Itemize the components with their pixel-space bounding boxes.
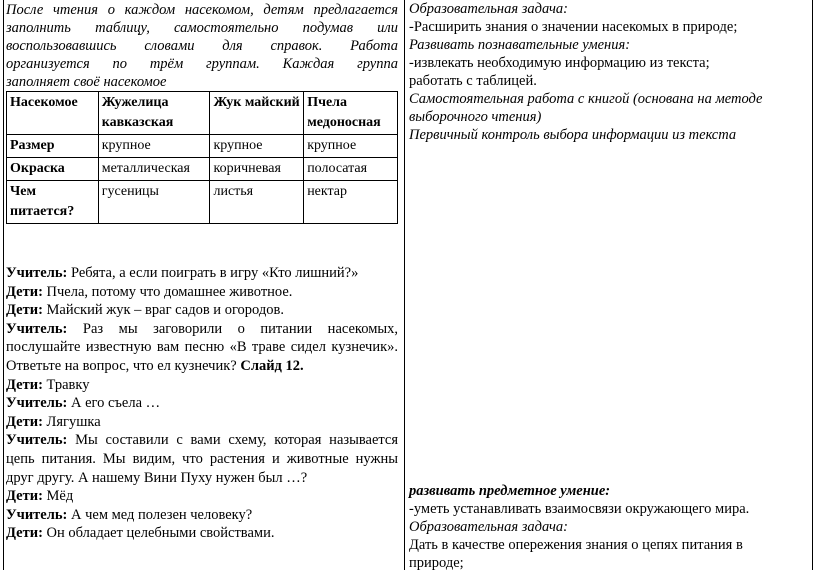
- speaker: Дети:: [6, 488, 43, 505]
- table-cell: крупное: [304, 135, 398, 158]
- table-row: [7, 158, 398, 181]
- speaker: Дети:: [6, 376, 43, 393]
- speaker: Учитель:: [6, 320, 68, 337]
- method-text: выборочного чтения): [409, 109, 542, 125]
- table-header-cell: Жужелица кавказская: [98, 92, 210, 135]
- table-row: [7, 181, 398, 224]
- dialog-line: [6, 431, 398, 487]
- left-border: [3, 0, 4, 570]
- table-cell: полосатая: [304, 158, 398, 181]
- utterance: Он обладает целебными свойствами.: [42, 525, 275, 542]
- speaker: Учитель:: [6, 432, 68, 449]
- dialog-line: [6, 283, 398, 302]
- speaker: Дети:: [6, 525, 43, 542]
- table-header-cell: Пчела медоносная: [304, 92, 398, 135]
- speaker: Дети:: [6, 413, 43, 430]
- dialog-line: [6, 524, 398, 543]
- table-cell: крупное: [98, 135, 210, 158]
- utterance: Мы составили с вами схему, которая называется цепь питания. Мы видим, что растения и животные нужны друг другу. А нашему Вини Пуху нужен был …?: [6, 432, 398, 486]
- dialog-line: [6, 487, 398, 506]
- table-row: [7, 135, 398, 158]
- slide-reference: Слайд 12.: [240, 357, 304, 374]
- utterance: Пчела, потому что домашнее животное.: [42, 283, 293, 300]
- dialog-line: [6, 264, 398, 283]
- lesson-dialog: [6, 264, 398, 543]
- utterance: А его съела …: [67, 395, 161, 412]
- right-column-bottom: [409, 482, 809, 572]
- table-header-row: [7, 92, 398, 135]
- left-column: [6, 0, 398, 543]
- speaker: Дети:: [6, 283, 43, 300]
- skills-text: -извлекать необходимую информацию из текста;: [409, 55, 710, 71]
- dialog-line: [6, 320, 398, 376]
- subject-skill-text: -уметь устанавливать взаимосвязи окружающего мира.: [409, 501, 750, 517]
- right-column-top: [409, 0, 809, 144]
- utterance: Мёд: [42, 488, 74, 505]
- row-label: Чем питается?: [7, 181, 99, 224]
- skills-text: работать с таблицей.: [409, 73, 537, 89]
- intro-line: После чтения о каждом насекомом, детям предлагается: [6, 2, 398, 18]
- intro-line: заполнить таблицу, самостоятельно подумав или: [6, 20, 398, 36]
- dialog-line: [6, 394, 398, 413]
- objective-heading: Образовательная задача:: [409, 1, 568, 17]
- utterance: Лягушка: [42, 413, 101, 430]
- row-label: Окраска: [7, 158, 99, 181]
- table-cell: коричневая: [210, 158, 304, 181]
- dialog-line: [6, 301, 398, 320]
- table-cell: нектар: [304, 181, 398, 224]
- intro-line: организуется по трём группам. Каждая группа: [6, 56, 398, 72]
- speaker: Учитель:: [6, 265, 68, 281]
- insects-table: [6, 91, 398, 224]
- utterance: Ребята, а если поиграть в игру «Кто лишний?»: [67, 265, 359, 281]
- table-header-cell: Насекомое: [7, 92, 99, 135]
- task-intro: [6, 1, 398, 91]
- utterance: Раз мы заговорили о питании насекомых, послушайте известную вам песню «В траве сидел кузнечик». Ответьте на вопрос, что ел кузнечик?: [6, 320, 398, 374]
- utterance: Майский жук – враг садов и огородов.: [42, 302, 284, 319]
- speaker: Учитель:: [6, 506, 68, 523]
- control-text: Первичный контроль выбора информации из текста: [409, 127, 737, 143]
- speaker: Учитель:: [6, 395, 68, 412]
- table-cell: металлическая: [98, 158, 210, 181]
- table-header-cell: Жук майский: [210, 92, 304, 135]
- skills-heading: Развивать познавательные умения:: [409, 37, 631, 53]
- utterance: А чем мед полезен человеку?: [67, 506, 253, 523]
- dialog-line: [6, 506, 398, 525]
- table-cell: гусеницы: [98, 181, 210, 224]
- objective-text: -Расширить знания о значении насекомых в природе;: [409, 19, 738, 35]
- subject-skill-heading: развивать предметное умение:: [409, 483, 611, 499]
- table-cell: листья: [210, 181, 304, 224]
- objective-text: природе;: [409, 555, 464, 571]
- dialog-line: [6, 376, 398, 395]
- row-label: Размер: [7, 135, 99, 158]
- dialog-line: [6, 413, 398, 432]
- column-divider: [404, 0, 405, 570]
- objective-heading: Образовательная задача:: [409, 519, 568, 535]
- intro-line: заполняет своё насекомое: [6, 74, 167, 90]
- table-cell: крупное: [210, 135, 304, 158]
- right-border: [812, 0, 813, 570]
- objective-text: Дать в качестве опережения знания о цепях питания в: [409, 537, 743, 553]
- method-text: Самостоятельная работа с книгой (основана на методе: [409, 91, 763, 107]
- intro-line: воспользовавшись словами для справок. Работа: [6, 38, 398, 54]
- utterance: Травку: [42, 376, 90, 393]
- speaker: Дети:: [6, 302, 43, 319]
